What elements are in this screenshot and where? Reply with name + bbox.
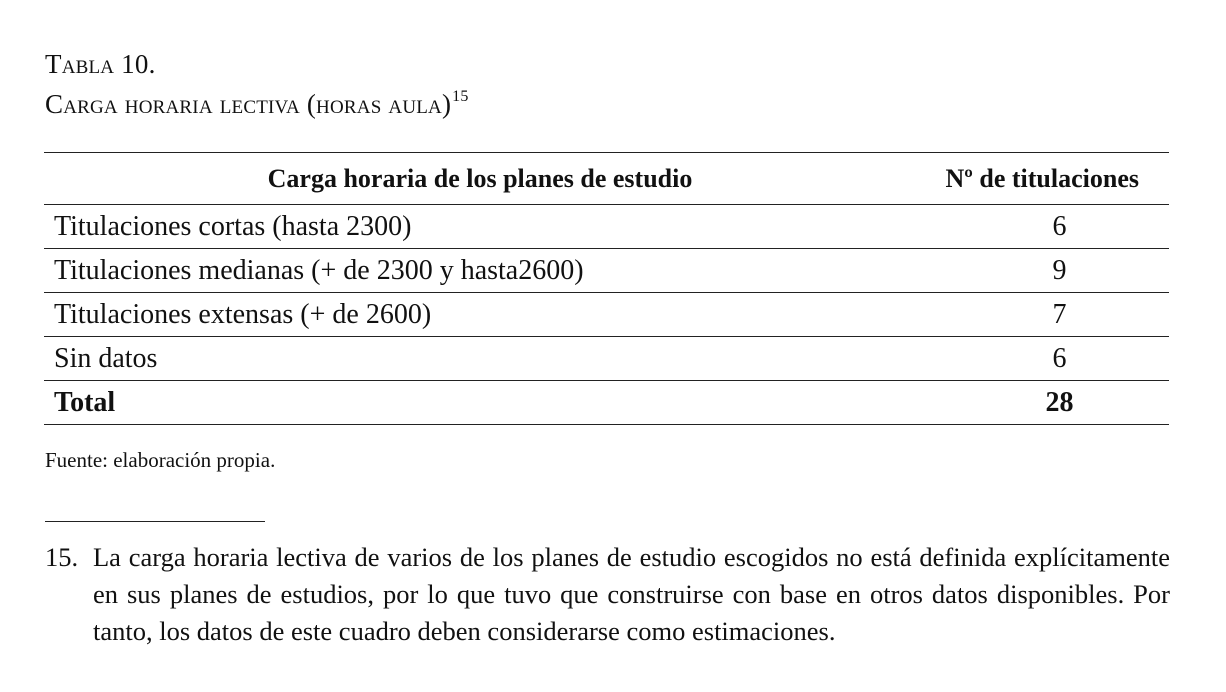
column-header-carga: Carga horaria de los planes de estudio — [267, 163, 693, 193]
row-label: Titulaciones medianas (+ de 2300 y hasta2600) — [54, 254, 584, 286]
table-row — [44, 293, 1169, 337]
footnote — [45, 539, 1170, 650]
footnote-reference[interactable]: 15 — [452, 88, 469, 105]
table-row — [44, 205, 1169, 249]
row-label: Titulaciones extensas (+ de 2600) — [54, 298, 432, 330]
column-header-titulaciones: Nº de titulaciones — [945, 163, 1139, 193]
footnote-divider — [45, 521, 265, 522]
table-total-row — [44, 381, 1169, 425]
total-label: Total — [54, 386, 116, 418]
data-table — [44, 152, 1169, 425]
row-label: Titulaciones cortas (hasta 2300) — [54, 210, 412, 242]
row-value: 7 — [1052, 298, 1067, 330]
total-value: 28 — [1045, 386, 1074, 418]
table-header-row — [44, 153, 1169, 205]
footnote-text: La carga horaria lectiva de varios de los planes de estudio escogidos no está definida explícitamente en sus planes de estudios, por lo que tuvo que construirse con base en otros datos disponibles. Por tanto, los datos de este cuadro deben considerarse como estimaciones. — [93, 542, 1170, 646]
table-row — [44, 337, 1169, 381]
table-title — [45, 88, 469, 120]
row-label: Sin datos — [54, 342, 158, 374]
table-title-text: Carga horaria lectiva (horas aula) — [45, 89, 452, 119]
source-note: Fuente: elaboración propia. — [45, 448, 276, 472]
row-value: 6 — [1052, 210, 1067, 242]
row-value: 6 — [1052, 342, 1067, 374]
table-row — [44, 249, 1169, 293]
row-value: 9 — [1052, 254, 1067, 286]
footnote-number: 15. — [45, 542, 79, 572]
table-label: Tabla 10. — [45, 49, 156, 79]
